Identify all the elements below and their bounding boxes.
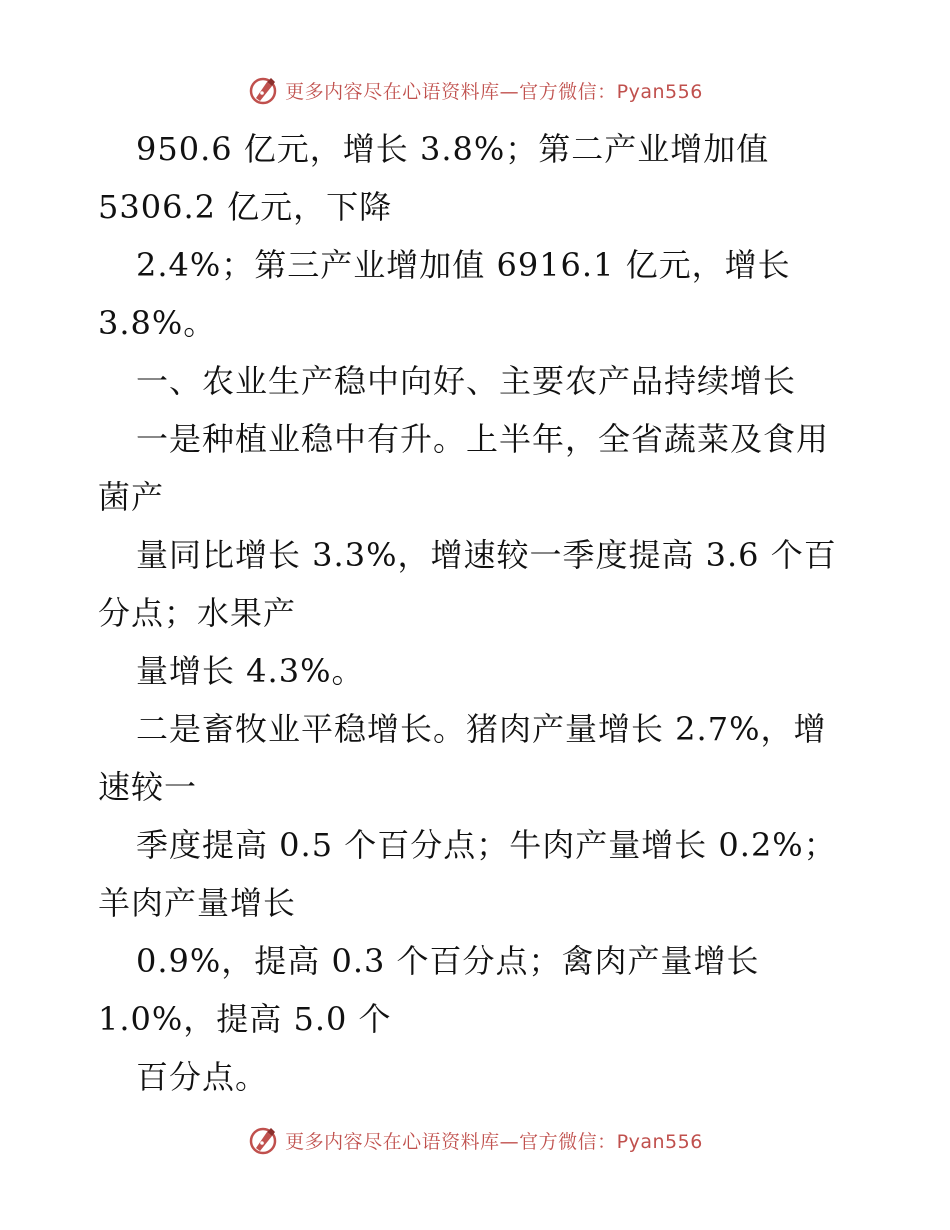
text-line: 一是种植业稳中有升。上半年，全省蔬菜及食用 <box>136 420 830 458</box>
footer-watermark <box>0 1120 950 1160</box>
text-line: 一、农业生产稳中向好、主要农产品持续增长 <box>136 362 797 400</box>
watermark-text: 更多内容尽在心语资料库—官方微信：Pyan556 <box>285 80 703 103</box>
text-line: 量同比增长 3.3%，增速较一季度提高 3.6 个百 <box>136 536 837 574</box>
text-line: 羊肉产量增长 <box>98 884 297 922</box>
document-body <box>98 120 898 1106</box>
text-line: 菌产 <box>98 478 165 516</box>
text-line: 2.4%；第三产业增加值 6916.1 亿元，增长 <box>136 246 791 284</box>
text-line: 二是畜牧业平稳增长。猪肉产量增长 2.7%，增 <box>136 710 827 748</box>
watermark-text: 更多内容尽在心语资料库—官方微信：Pyan556 <box>285 1130 703 1153</box>
text-line: 1.0%，提高 5.0 个 <box>98 1000 392 1038</box>
text-line: 5306.2 亿元，下降 <box>98 188 393 226</box>
text-line: 百分点。 <box>136 1058 269 1096</box>
header-watermark <box>0 70 950 110</box>
pen-nib-logo-icon <box>247 1124 279 1156</box>
text-line: 0.9%，提高 0.3 个百分点；禽肉产量增长 <box>136 942 760 980</box>
text-line: 速较一 <box>98 768 198 806</box>
text-line: 3.8%。 <box>98 304 217 342</box>
pen-nib-logo-icon <box>247 74 279 106</box>
text-line: 季度提高 0.5 个百分点；牛肉产量增长 0.2%； <box>136 826 837 864</box>
text-line: 分点；水果产 <box>98 594 297 632</box>
text-line: 950.6 亿元，增长 3.8%；第二产业增加值 <box>136 130 770 168</box>
text-line: 量增长 4.3%。 <box>136 652 365 690</box>
